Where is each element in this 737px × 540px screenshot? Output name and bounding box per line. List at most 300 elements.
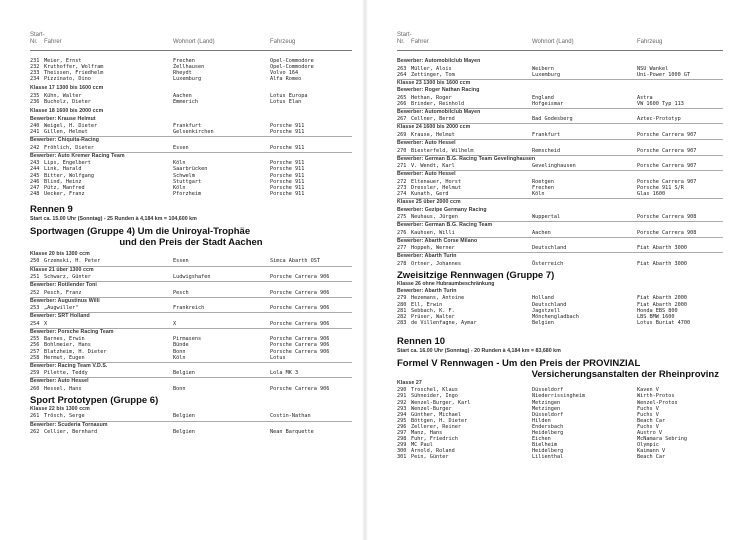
home-town: Belgien (173, 413, 195, 420)
start-number: 236 (30, 98, 40, 105)
category-heading: Sportwagen (Gruppe 4) Um die Uniroyal-Trophäe (30, 225, 251, 237)
left-page (0, 0, 358, 540)
entry-row (30, 274, 352, 280)
car-model: Aztec-Prototyp (637, 116, 681, 123)
driver-name: Zettinger, Tom (411, 71, 455, 78)
entry-row (397, 116, 723, 122)
car-model: Alfa Romeo (270, 76, 302, 83)
car-model: Opel-Commodore (270, 64, 314, 71)
start-number: 264 (397, 71, 407, 78)
home-town: Düsseldorf (532, 411, 564, 418)
car-model: Porsche Carrera 907 (637, 147, 697, 154)
driver-name: Weigel, H. Dieter (44, 123, 98, 130)
section-label: Bewerber: Automobilclub Mayen (397, 58, 481, 64)
race-title: Rennen 10 (397, 335, 446, 347)
start-number: 279 (397, 295, 407, 302)
car-header: Fahrzeug (637, 39, 663, 45)
driver-name: X (44, 320, 48, 327)
home-town: Hilden (532, 417, 551, 424)
home-town: Deutschland (532, 245, 567, 252)
driver-name: Ell, Erwin (411, 301, 443, 308)
start-number: 296 (397, 423, 407, 430)
start-number: 258 (30, 354, 40, 361)
car-model: McNamara Sebring (637, 436, 687, 443)
class-label: Klasse 26 ohne Hubraumbeschränkung (397, 280, 495, 287)
category-heading: Versicherungsanstalten der Rheinprovinz (531, 368, 719, 380)
car-model: Beach Car (637, 417, 666, 424)
driver-name: Bohlmeier, Hans (44, 342, 91, 349)
column-header (30, 28, 352, 51)
driver-name: Pilette, Teddy (44, 370, 88, 377)
car-model: Porsche 911 S/R (637, 184, 684, 191)
car-model: Porsche Carrera 908 (637, 229, 697, 236)
driver-name: Fuhr, Friedrich (411, 436, 458, 443)
section-label: Bewerber: Auto Hessel (397, 139, 723, 148)
start-number: 240 (30, 123, 40, 130)
start-number: 295 (397, 417, 407, 424)
entry-row (397, 132, 723, 138)
section-label: Bewerber: Auto Hessel (397, 170, 723, 179)
start-number: 243 (30, 160, 40, 167)
driver-name: Günther, Michael (411, 411, 461, 418)
car-header: Fahrzeug (270, 39, 296, 45)
driver-name: Wenzel-Burger (411, 405, 452, 412)
category-heading: Zweisitzige Rennwagen (Gruppe 7) (397, 269, 555, 281)
home-town: Schwelm (173, 172, 195, 179)
driver-name: Cellner, Bernd (411, 116, 455, 123)
car-model: Porsche Carrera 907 (637, 131, 697, 138)
start-number: 244 (30, 166, 40, 173)
car-model: Wenzel-Protos (637, 399, 678, 406)
driver-name: Prüser, Walter (411, 313, 455, 320)
right-page (371, 0, 729, 540)
home-town: Frechen (173, 58, 195, 64)
home-town: Pesch (173, 289, 189, 296)
start-number: 251 (30, 274, 40, 280)
home-town: Frankreich (173, 305, 205, 312)
car-model: Porsche 911 (270, 123, 305, 130)
home-town: Frankfurt (532, 131, 561, 138)
home-town: Luxemburg (532, 71, 561, 78)
start-number: 299 (397, 442, 407, 449)
entry-row (30, 355, 352, 361)
start-number: 277 (397, 245, 407, 252)
spacer (30, 197, 352, 200)
home-town: Eichen (532, 436, 551, 443)
car-model: Wirth-Protos (637, 393, 675, 400)
driver-name: Hessel, Hans (44, 385, 82, 392)
home-town: Köln (173, 354, 186, 361)
home-town: Jagstzell (532, 307, 561, 314)
home-header: Wohnort (Land) (532, 39, 574, 45)
car-model: Porsche 911 (270, 166, 305, 173)
section-label: Bewerber: Chiquita-Racing (30, 136, 352, 145)
car-model: Porsche Carrera 906 (270, 342, 330, 349)
category-heading: Formel V Rennwagen - Um den Preis der PROVINZIAL (397, 357, 641, 369)
entry-row (30, 413, 352, 419)
start-number: 235 (30, 92, 40, 99)
start-number: 261 (30, 413, 40, 420)
driver-name: Sebbach, K. F. (411, 307, 455, 314)
car-model: Porsche Carrera 907 (637, 163, 697, 170)
driver-name: Eltenauer, Horst (411, 178, 461, 185)
section-label: Klasse 22 bis 1300 ccm (30, 405, 90, 412)
car-model: Porsche Carrera 906 (270, 289, 330, 296)
entry-row (30, 99, 352, 105)
home-town: Lilienthal (532, 454, 564, 461)
entry-row (30, 386, 352, 392)
car-model: Fiat Abarth 2000 (637, 295, 687, 302)
home-town: Bielheim (532, 442, 557, 449)
section-label: Klasse 27 (397, 379, 422, 386)
driver-name: Biesterfeld, Wilhelm (411, 147, 474, 154)
driver-name: Meier, Ernst (44, 58, 82, 64)
section-label: Bewerber: SRT Holland (30, 312, 352, 321)
section-label: Bewerber: Scuderia Tornasum (30, 421, 352, 430)
start-number: 257 (30, 348, 40, 355)
home-town: Bünde (173, 342, 189, 349)
driver-name: Hezemans, Antoine (411, 295, 465, 302)
home-town: Heidelberg (532, 448, 564, 455)
entry-row (30, 129, 352, 135)
car-model: Lotus Europa (270, 92, 308, 99)
driver-name: Grzemski, H. Peter (44, 258, 101, 265)
section-label: Bewerber: Racing Team V.D.S. (30, 362, 352, 371)
home-town: Bad Godesberg (532, 116, 573, 123)
start-number: 271 (397, 163, 407, 170)
home-town: Aachen (532, 229, 551, 236)
start-number: 232 (30, 64, 40, 71)
start-number: 280 (397, 301, 407, 308)
car-model: Porsche Carrera 907 (637, 178, 697, 185)
section-label: Bewerber: Rotilender Toni (30, 281, 352, 290)
entry-row (397, 214, 723, 220)
car-model: Porsche 911 (270, 144, 305, 151)
start-number: 242 (30, 144, 40, 151)
car-model: Fiat Abarth 3000 (637, 260, 687, 267)
start-number: 272 (397, 178, 407, 185)
start-number: 291 (397, 393, 407, 400)
entry-row (397, 245, 723, 251)
car-model: Porsche Carrera 906 (270, 385, 330, 392)
start-number: 270 (397, 147, 407, 154)
home-town: Belgien (173, 429, 195, 436)
entry-row (30, 321, 352, 327)
home-town: Frechen (532, 184, 554, 191)
entry-list-right (397, 55, 723, 461)
driver-name: Müller, Alois (411, 65, 452, 72)
home-town: Pforzheim (173, 190, 202, 197)
entry-row (30, 76, 352, 82)
car-model: Porsche Carrera 906 (270, 336, 330, 343)
entry-row (30, 258, 352, 264)
car-model: Opel-Commodore (270, 58, 314, 64)
home-town: Heidelberg (532, 430, 564, 437)
driver-name: Zellerer, Reiner (411, 423, 461, 430)
home-town: Belgien (173, 370, 195, 377)
start-number: 292 (397, 399, 407, 406)
home-town: Metzingen (532, 405, 561, 412)
driver-name: Pesch, Franz (44, 289, 82, 296)
start-number: 267 (397, 116, 407, 123)
home-town: Saarbrücken (173, 166, 208, 173)
car-model: Porsche 911 (270, 172, 305, 179)
home-town: England (532, 94, 554, 101)
start-number: 274 (397, 190, 407, 197)
home-town: Gevelinghausen (532, 163, 576, 170)
section-label: Klasse 23 1300 bis 1600 ccm (397, 79, 723, 88)
start-number: 259 (30, 370, 40, 377)
driver-name: Brinder, Reinhold (411, 100, 465, 107)
car-model: Uni-Power 1000 GT (637, 71, 691, 78)
driver-name: Uecker, Franz (44, 190, 85, 197)
home-town: Endersbach (532, 423, 564, 430)
section-label: Bewerber: Abarth Turin (397, 287, 457, 294)
car-model: Porsche Carrera 908 (637, 214, 697, 221)
home-town: Remscheid (532, 147, 561, 154)
driver-name: „Augwiller" (44, 305, 79, 312)
car-model: Fuchs V (637, 423, 659, 430)
home-town: Luxemburg (173, 76, 202, 83)
start-number: 241 (30, 129, 40, 136)
home-town: Ludwigshafen (173, 274, 211, 280)
home-town: Bonn (173, 348, 186, 355)
home-town: Emmerich (173, 98, 198, 105)
car-model: Porsche 911 (270, 129, 305, 136)
car-model: Porsche Carrera 906 (270, 348, 330, 355)
section-label: Bewerber: Auto Hessel (30, 377, 352, 386)
section-label: Klasse 21 über 1300 ccm (30, 266, 352, 275)
car-model: NSU Wankel (637, 65, 669, 72)
car-model: Simca Abarth OST (270, 258, 320, 265)
entry-row (397, 191, 723, 197)
car-model: Lotus (270, 354, 286, 361)
driver-name: Hethan, Roger (411, 94, 452, 101)
start-number: 231 (30, 58, 40, 64)
car-model: Porsche 911 (270, 160, 305, 167)
driver-name: Arnold, Roland (411, 448, 455, 455)
driver-name: Blatzheim, H. Dieter (44, 348, 107, 355)
home-town: Köln (532, 190, 545, 197)
driver-name: Link, Harald (44, 166, 82, 173)
start-number: 293 (397, 405, 407, 412)
start-label: Start- (397, 32, 412, 38)
home-town: Frankfurt (173, 123, 202, 130)
home-town: Aachen (173, 92, 192, 99)
start-number: 234 (30, 76, 40, 83)
home-town: Köln (173, 184, 186, 191)
driver-name: Barnes, Erwin (44, 336, 85, 343)
start-number: 256 (30, 342, 40, 349)
race-title: Rennen 9 (30, 203, 73, 215)
section-label: Bewerber: Gezipe Germany Racing (397, 206, 487, 213)
driver-name: Bucholz, Dieter (44, 98, 91, 105)
entry-list-left (30, 55, 352, 435)
home-header: Wohnort (Land) (173, 39, 215, 45)
entry-row (397, 72, 723, 78)
nr-label: Nr. (30, 39, 38, 45)
entry-row (397, 163, 723, 169)
car-model: LBS BMW 1600 (637, 313, 675, 320)
start-number: 254 (30, 320, 40, 327)
start-number: 266 (397, 100, 407, 107)
car-model: Kaimann V (637, 448, 666, 455)
driver-name: Lips, Engelbert (44, 160, 91, 167)
driver-name: Sühneider, Ingo (411, 393, 458, 400)
section-label: Klasse 25 über 2000 ccm (397, 198, 723, 207)
driver-header: Fahrer (411, 39, 429, 45)
home-town: Köln (173, 160, 186, 167)
driver-header: Fahrer (44, 39, 62, 45)
start-label: Start- (30, 32, 45, 38)
category-heading: und den Preis der Stadt Aachen (119, 236, 263, 248)
start-number: 233 (30, 70, 40, 77)
start-number: 245 (30, 172, 40, 179)
driver-name: Ortner, Johannes (411, 260, 461, 267)
start-number: 300 (397, 448, 407, 455)
driver-name: Schwarz, Günter (44, 274, 91, 280)
driver-name: Theissen, Friedhelm (44, 70, 104, 77)
start-number: 250 (30, 258, 40, 265)
car-model: Lotus Elan (270, 98, 302, 105)
section-label: Bewerber: Porsche Racing Team (30, 328, 352, 337)
car-model: Austro V (637, 430, 662, 437)
driver-name: Trösch, Serge (44, 413, 85, 420)
car-model: Porsche Carrera 906 (270, 320, 330, 327)
start-number: 301 (397, 454, 407, 461)
car-model: Fuchs V (637, 411, 659, 418)
home-town: Hofgeismar (532, 100, 564, 107)
start-number: 290 (397, 387, 407, 394)
start-number: 273 (397, 184, 407, 191)
entry-row (30, 370, 352, 376)
car-model: Kaven V (637, 387, 659, 394)
driver-name: Gillen, Helmut (44, 129, 88, 136)
home-town: Wuppertal (532, 214, 561, 221)
driver-name: Böttgen, H. Dieter (411, 417, 468, 424)
entry-row (397, 454, 723, 460)
entry-row (30, 429, 352, 435)
car-model: Porsche Carrera 906 (270, 274, 330, 280)
home-town: Essen (173, 258, 189, 265)
section-label: Bewerber: Abarth Turin (397, 252, 723, 261)
home-town: Rheydt (173, 70, 192, 77)
driver-name: Kühn, Walter (44, 92, 82, 99)
start-number: 255 (30, 336, 40, 343)
start-number: 278 (397, 260, 407, 267)
driver-name: Neuhaus, Jürgen (411, 214, 458, 221)
car-model: Nean Barquette (270, 429, 314, 436)
car-model: Costin-Nathan (270, 413, 311, 420)
driver-name: Kauhsen, Willi (411, 229, 455, 236)
entry-row (30, 191, 352, 197)
car-model: VW 1600 Typ 113 (637, 100, 684, 107)
driver-name: Dressler, Helmut (411, 184, 461, 191)
section-label: Klasse 20 bis 1300 ccm (30, 250, 90, 257)
driver-name: Hermut, Eugen (44, 354, 85, 361)
home-town: Deutschland (532, 301, 567, 308)
section-label: Bewerber: German B.G. Racing Team Gevelinghausen (397, 155, 723, 164)
entry-row (30, 305, 352, 311)
start-number: 262 (30, 429, 40, 436)
start-number: 298 (397, 436, 407, 443)
driver-name: Pütz, Manfred (44, 184, 85, 191)
car-model: Porsche 911 (270, 190, 305, 197)
home-town: X (173, 320, 177, 327)
home-town: Pirmasens (173, 336, 202, 343)
home-town: Stuttgart (173, 178, 202, 185)
car-model: Lotus Buriat 4700 (637, 319, 691, 326)
home-town: Roetgen (532, 178, 554, 185)
home-town: Essen (173, 144, 189, 151)
home-town: Gelsenkirchen (173, 129, 214, 136)
entry-row (397, 320, 723, 326)
start-number: 283 (397, 319, 407, 326)
home-town: Weibern (532, 65, 554, 72)
section-label: Klasse 17 1300 bis 1600 ccm (30, 85, 104, 92)
column-header (397, 28, 723, 51)
entry-row (30, 290, 352, 296)
start-number: 252 (30, 289, 40, 296)
section-label: Bewerber: Abarth Corse Milano (397, 237, 723, 246)
home-town: Bonn (173, 385, 186, 392)
home-town: Düsseldorf (532, 387, 564, 394)
driver-name: MC Paul (411, 442, 433, 449)
start-number: 269 (397, 131, 407, 138)
car-model: Porsche 911 (270, 184, 305, 191)
driver-name: Blind, Heinz (44, 178, 82, 185)
car-model: Astra (637, 94, 653, 101)
section-label: Bewerber: Krause Helmut (30, 115, 96, 122)
section-label: Klasse 18 1600 bis 2000 ccm (30, 108, 104, 115)
entry-row (397, 101, 723, 107)
category-heading: Sport Prototypen (Gruppe 6) (30, 394, 159, 406)
entry-row (397, 261, 723, 267)
start-number: 253 (30, 305, 40, 312)
entry-row (397, 148, 723, 154)
home-town: Niederrissingheim (532, 393, 586, 400)
start-number: 294 (397, 411, 407, 418)
entry-row (30, 145, 352, 151)
home-town: Metzingen (532, 399, 561, 406)
start-number: 260 (30, 385, 40, 392)
home-town: Mönchengladbach (532, 313, 579, 320)
driver-name: Bitter, Wolfgang (44, 172, 94, 179)
section-label: Bewerber: Auto Kremer Racing Team (30, 152, 352, 161)
page-gutter (362, 0, 368, 540)
car-model: Porsche Carrera 906 (270, 305, 330, 312)
driver-name: V. Wendt, Karl (411, 163, 455, 170)
driver-name: Hoppeh, Werner (411, 245, 455, 252)
section-label: Bewerber: Augustinus Willi (30, 297, 352, 306)
driver-name: Fröhlich, Dieter (44, 144, 94, 151)
home-town: Österreich (532, 260, 564, 267)
section-label: Klasse 24 1600 bis 2000 ccm (397, 123, 723, 132)
spacer (397, 329, 723, 332)
start-number: 276 (397, 229, 407, 236)
car-model: Lola MK 3 (270, 370, 299, 377)
driver-name: Pizzinato, Dino (44, 76, 91, 83)
home-town: Holland (532, 295, 554, 302)
race-start-info: Start ca. 16.00 Uhr (Sonntag) - 20 Runden à 4,184 km = 83,680 km (397, 347, 561, 354)
driver-name: Manz, Hans (411, 430, 443, 437)
entry-row (397, 230, 723, 236)
start-number: 263 (397, 65, 407, 72)
section-label: Bewerber: Roger Nathan Racing (397, 87, 480, 94)
driver-name: de Villenfagne, Aymar (411, 319, 477, 326)
car-model: Beach Car (637, 454, 666, 461)
car-model: Fiat Abarth 3000 (637, 245, 687, 252)
